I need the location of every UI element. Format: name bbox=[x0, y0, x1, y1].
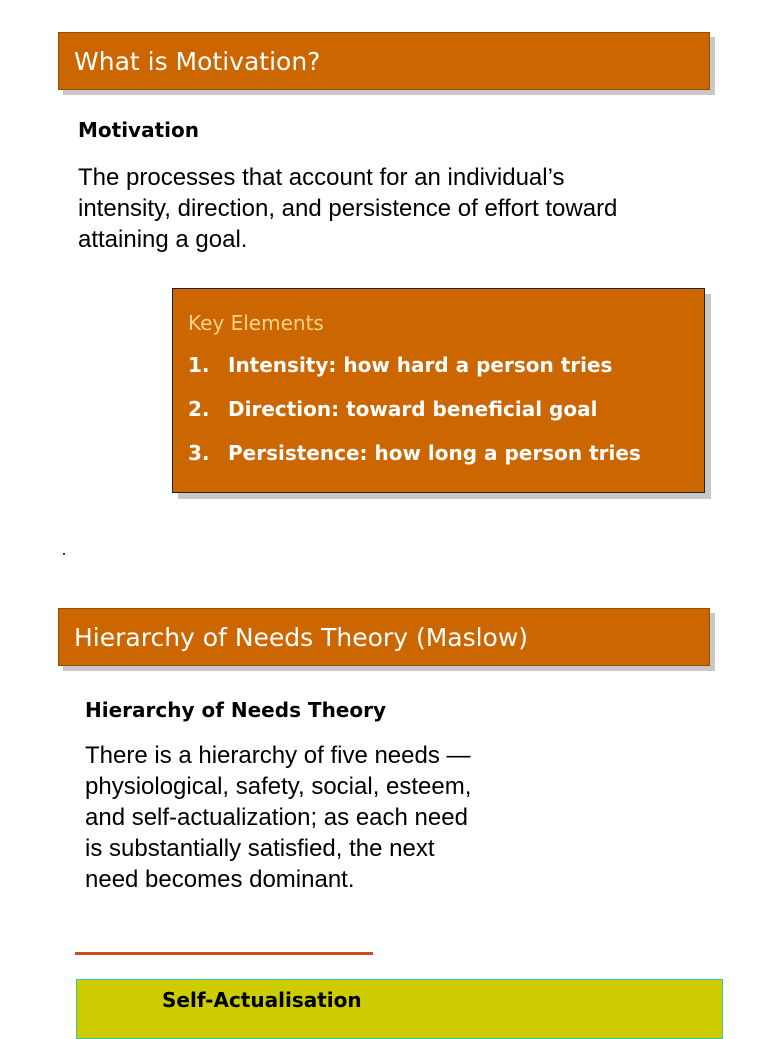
key-elements-list bbox=[188, 353, 704, 465]
motivation-definition: The processes that account for an individual’s intensity, direction, and persistence of effort toward attaining a goal. bbox=[78, 164, 618, 253]
horizontal-divider bbox=[75, 952, 373, 955]
key-element-item bbox=[188, 353, 704, 377]
key-element-text: Direction: toward beneficial goal bbox=[228, 397, 598, 421]
key-element-item bbox=[188, 397, 704, 421]
slide-title-motivation bbox=[58, 32, 710, 90]
hierarchy-definition: There is a hierarchy of five needs —physiological, safety, social, esteem, and self-actualization; as each need is substantially satisfied, the next need becomes dominant. bbox=[85, 742, 472, 893]
key-elements-heading: Key Elements bbox=[188, 311, 324, 335]
key-element-item bbox=[188, 441, 704, 465]
motivation-subheading: Motivation bbox=[78, 118, 199, 142]
pyramid-level-self-actualisation bbox=[76, 979, 723, 1039]
key-element-number: 1. bbox=[188, 353, 210, 377]
key-element-text: Persistence: how long a person tries bbox=[228, 441, 641, 465]
key-element-number: 3. bbox=[188, 441, 210, 465]
key-element-text: Intensity: how hard a person tries bbox=[228, 353, 613, 377]
hierarchy-subheading: Hierarchy of Needs Theory bbox=[85, 698, 387, 722]
separator-dot bbox=[63, 553, 65, 555]
slide-title-maslow bbox=[58, 608, 710, 666]
key-element-number: 2. bbox=[188, 397, 210, 421]
slide-title-text: What is Motivation? bbox=[74, 47, 321, 76]
pyramid-level-label: Self-Actualisation bbox=[162, 988, 362, 1012]
key-elements-box bbox=[172, 288, 705, 493]
slide-title-text: Hierarchy of Needs Theory (Maslow) bbox=[74, 623, 529, 652]
